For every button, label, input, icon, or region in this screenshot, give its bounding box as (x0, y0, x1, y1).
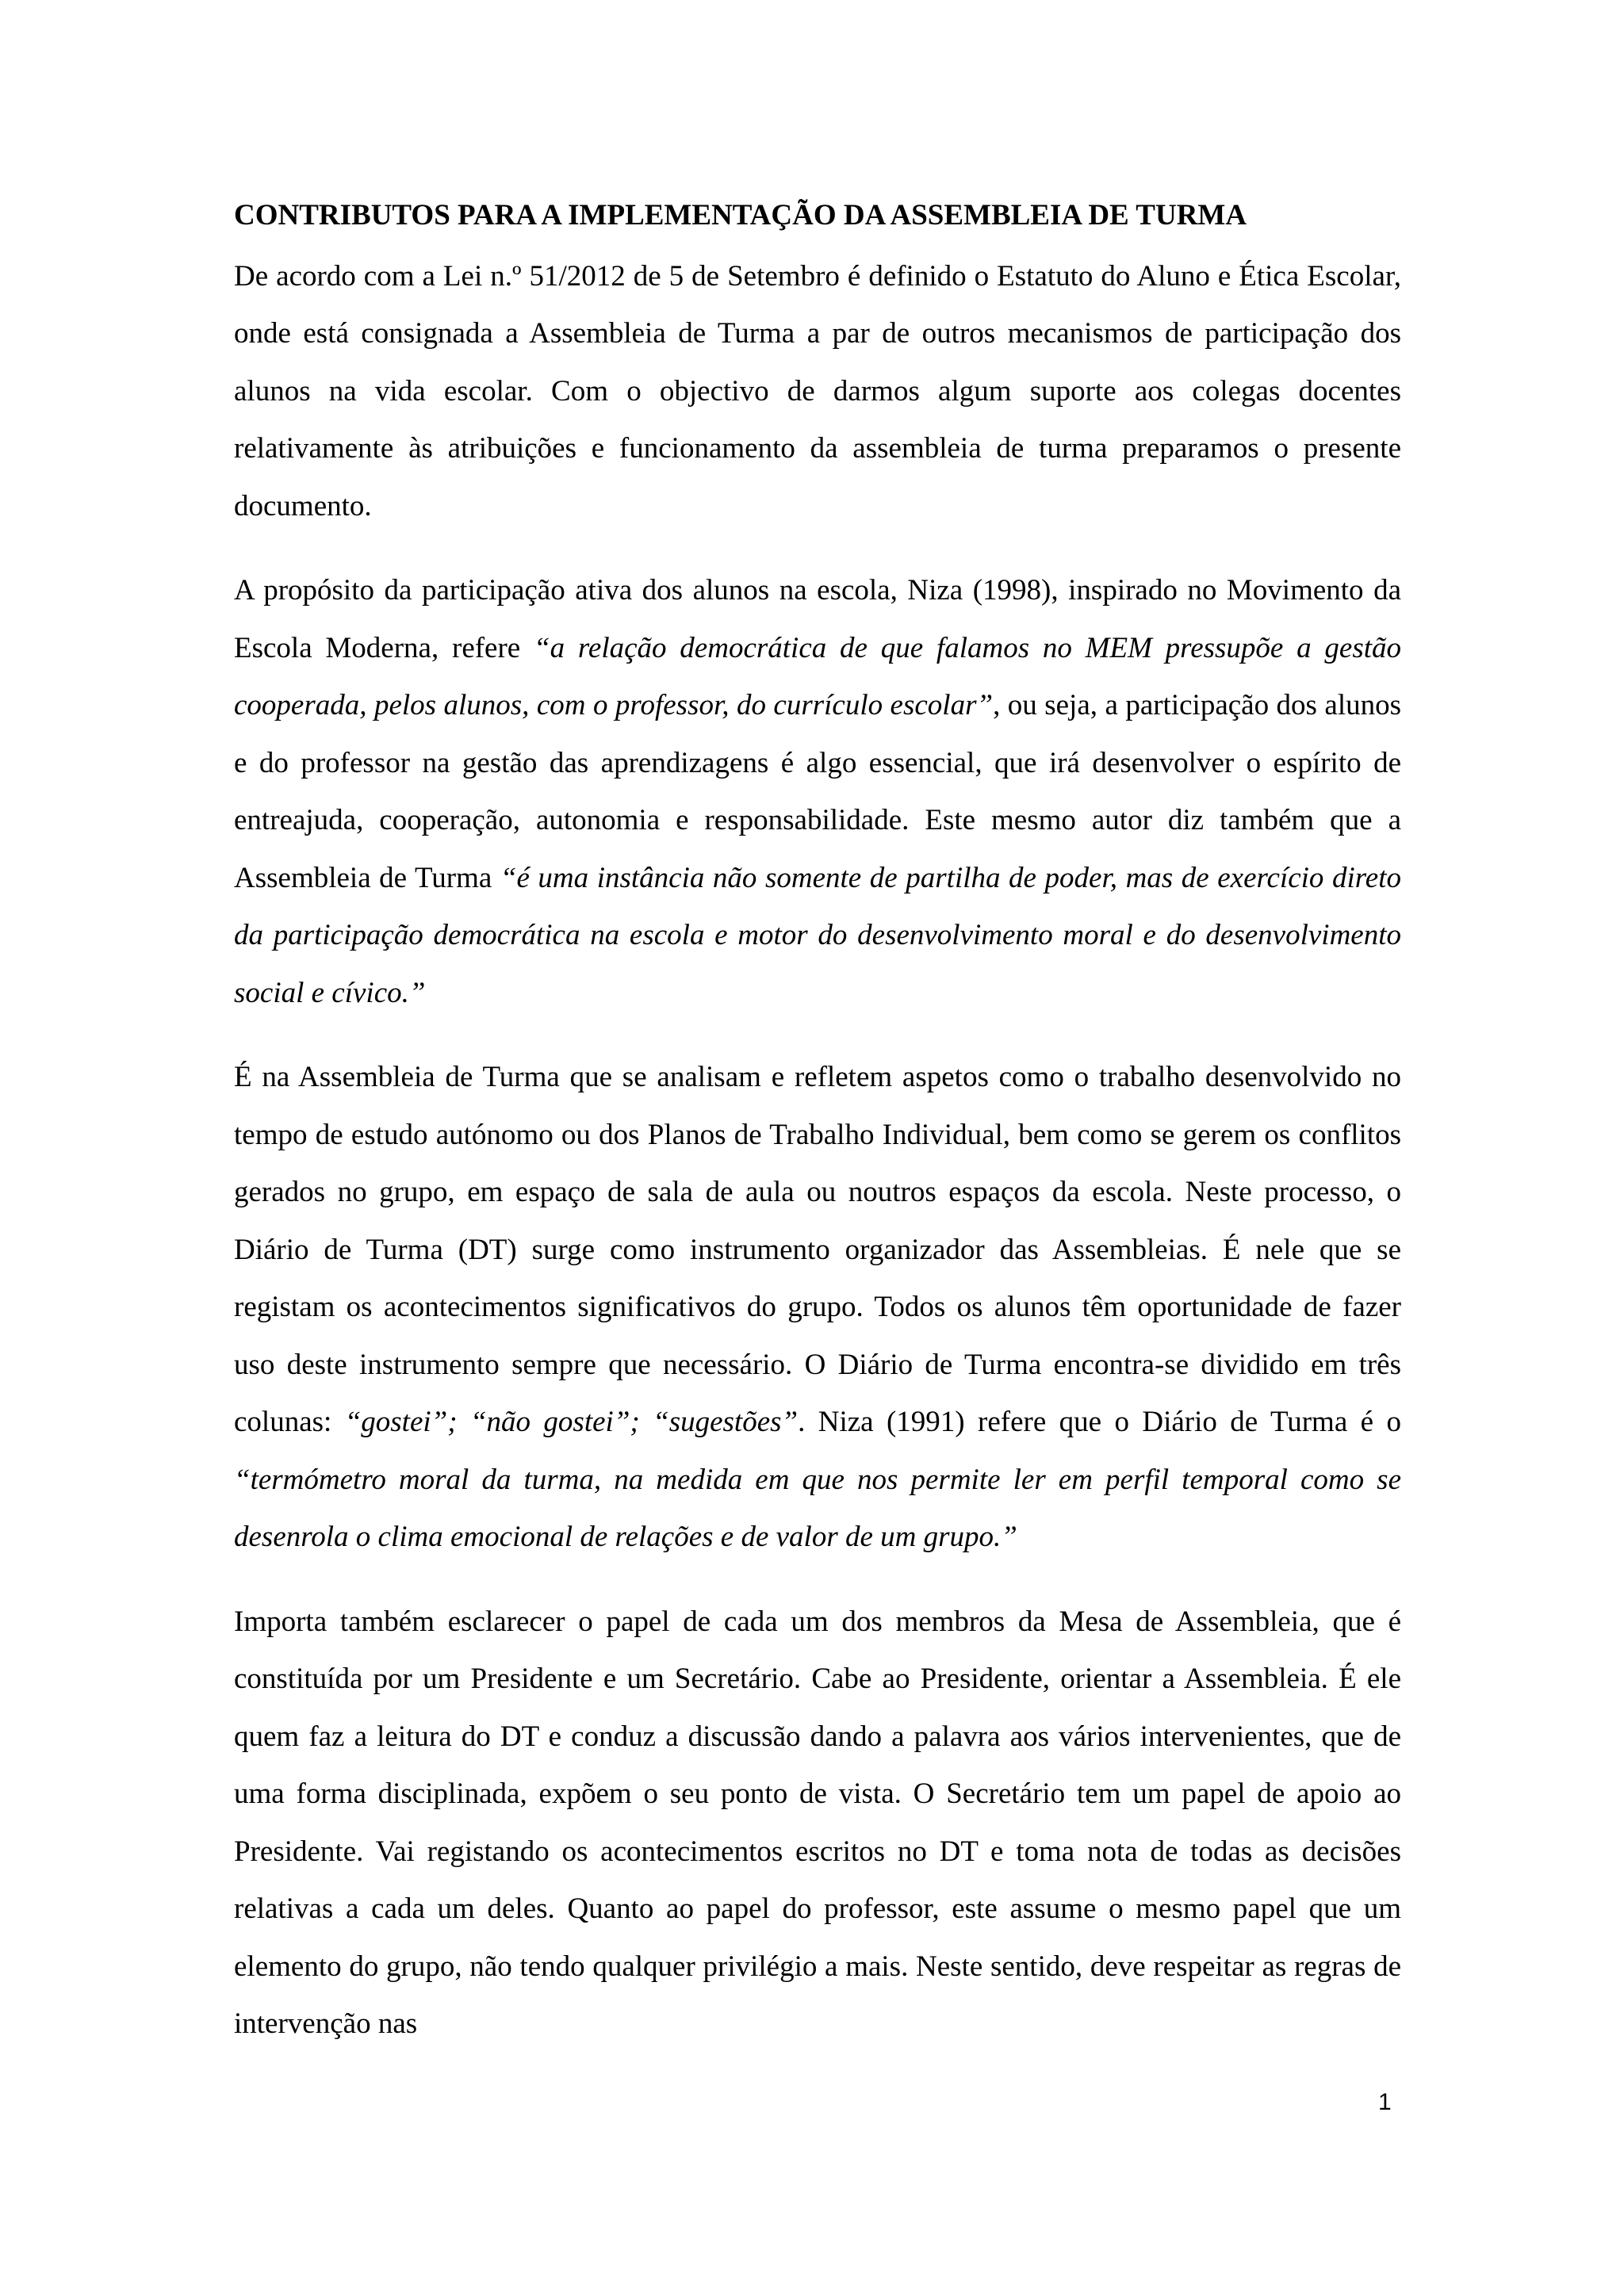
paragraph-2 (234, 562, 1401, 1022)
paragraph-2-quote-2: “é uma instância não somente de partilha de poder, mas de exercício direto da participação democrática na escola e motor do desenvolvimento moral e do desenvolvimento social e cívico.” (234, 861, 1401, 1009)
paragraph-4: Importa também esclarecer o papel de cada um dos membros da Mesa de Assembleia, que é constituída por um Presidente e um Secretário. Cabe ao Presidente, orientar a Assembleia. É ele quem faz a leitura do DT e conduz a discussão dando a palavra aos vários intervenientes, que de uma forma disciplinada, expõem o seu ponto de vista. O Secretário tem um papel de apoio ao Presidente. Vai registando os acontecimentos escritos no DT e toma nota de todas as decisões relativas a cada um deles. Quanto ao papel do professor, este assume o mesmo papel que um elemento do grupo, não tendo qualquer privilégio a mais. Neste sentido, deve respeitar as regras de intervenção nas (234, 1605, 1401, 2040)
paragraph-2-text-2: , ou seja, a participação dos alunos e do professor na gestão das aprendizagens é algo essencial, que irá desenvolver o espírito de entreajuda, cooperação, autonomia e responsabilidade. Este mesmo autor diz também que a Assembleia de Turma (234, 689, 1401, 894)
paragraph-2-quote-1: “a relação democrática de que falamos no MEM pressupõe a gestão cooperada, pelos alunos, com o professor, do currículo escolar” (234, 631, 1402, 721)
paragraph-1: De acordo com a Lei n.º 51/2012 de 5 de Setembro é definido o Estatuto do Aluno e Ética Escolar, onde está consignada a Assembleia de Turma a par de outros mecanismos de participação dos alunos na vida escolar. Com o objectivo de darmos algum suporte aos colegas docentes relativamente às atribuições e funcionamento da assembleia de turma preparamos o presente documento. (234, 259, 1401, 522)
paragraph-3-quote-1: “gostei”; “não gostei”; “sugestões” (344, 1406, 799, 1438)
paragraph-3-text-1: É na Assembleia de Turma que se analisam e refletem aspetos como o trabalho desenvolvido no tempo de estudo autónomo ou dos Planos de Trabalho Individual, bem como se gerem os conflitos gerados no grupo, em espaço de sala de aula ou noutros espaços da escola. Neste processo, o Diário de Turma (DT) surge como instrumento organizador das Assembleias. É nele que se registam os acontecimentos significativos do grupo. Todos os alunos têm oportunidade de fazer uso deste instrumento sempre que necessário. O Diário de Turma encontra-se dividido em três colunas: (234, 1061, 1401, 1438)
paragraph-2-text-1: A propósito da participação ativa dos alunos na escola, Niza (1998), inspirado no Movimento da Escola Moderna, refere (234, 574, 1401, 664)
page-number: 1 (1378, 2089, 1392, 2115)
paragraph-3-quote-2: “termómetro moral da turma, na medida em que nos permite ler em perfil temporal como se desenrola o clima emocional de relações e de valor de um grupo.” (234, 1463, 1401, 1553)
paragraph-3-text-2: . Niza (1991) refere que o Diário de Turma é o (798, 1406, 1401, 1438)
document-title: CONTRIBUTOS PARA A IMPLEMENTAÇÃO DA ASSEMBLEIA DE TURMA (234, 199, 1247, 232)
document-body (234, 187, 1401, 2053)
paragraph-3 (234, 1049, 1401, 1567)
